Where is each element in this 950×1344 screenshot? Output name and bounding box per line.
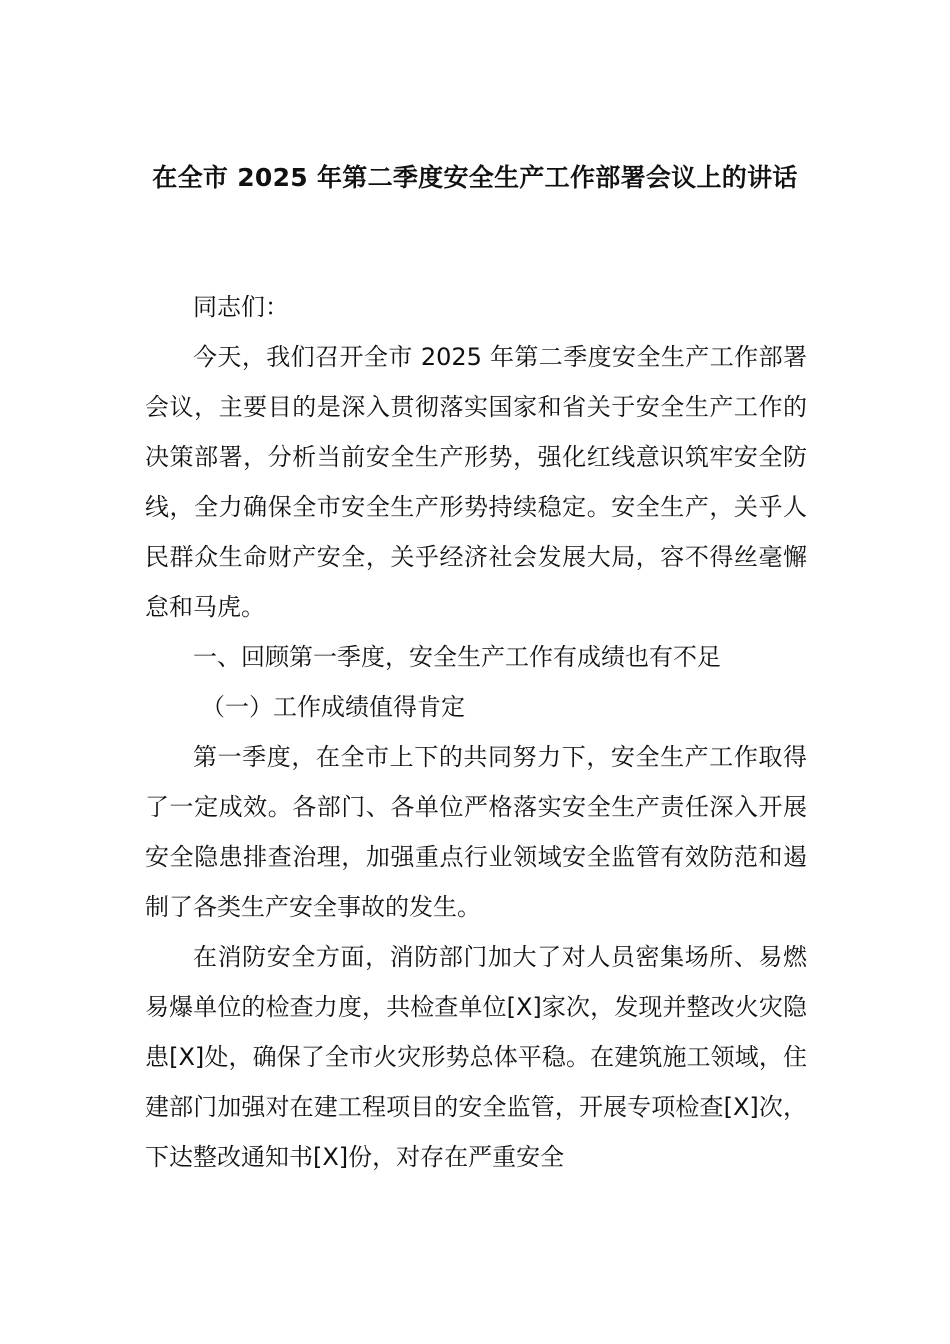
section-heading: 一、回顾第一季度，安全生产工作有成绩也有不足 (193, 643, 721, 671)
salutation: 同志们： (193, 293, 289, 321)
paragraph-intro: 今天，我们召开全市 2025 年第二季度安全生产工作部署会议，主要目的是深入贯彻落实国家和省关于安全生产工作的决策部署，分析当前安全生产形势，强化红线意识筑牢安全防线，全力确保全市安全生产形势持续稳定。安全生产，关乎人民群众生命财产安全，关乎经济社会发展大局，容不得丝毫懈怠和马虎。 (145, 343, 807, 621)
subsection-heading: （一）工作成绩值得肯定 (201, 693, 465, 721)
paragraph-achievements: 第一季度，在全市上下的共同努力下，安全生产工作取得了一定成效。各部门、各单位严格落实安全生产责任深入开展安全隐患排查治理，加强重点行业领域安全监管有效防范和遏制了各类生产安全事故的发生。 (145, 743, 807, 921)
page-title: 在全市 2025 年第二季度安全生产工作部署会议上的讲话 (152, 163, 798, 192)
document-body (145, 282, 807, 1182)
paragraph-fire-safety: 在消防安全方面，消防部门加大了对人员密集场所、易燃易爆单位的检查力度，共检查单位[X]家次，发现并整改火灾隐患[X]处，确保了全市火灾形势总体平稳。在建筑施工领域，住建部门加强对在建工程项目的安全监管，开展专项检查[X]次，下达整改通知书[X]份，对存在严重安全 (145, 943, 807, 1171)
